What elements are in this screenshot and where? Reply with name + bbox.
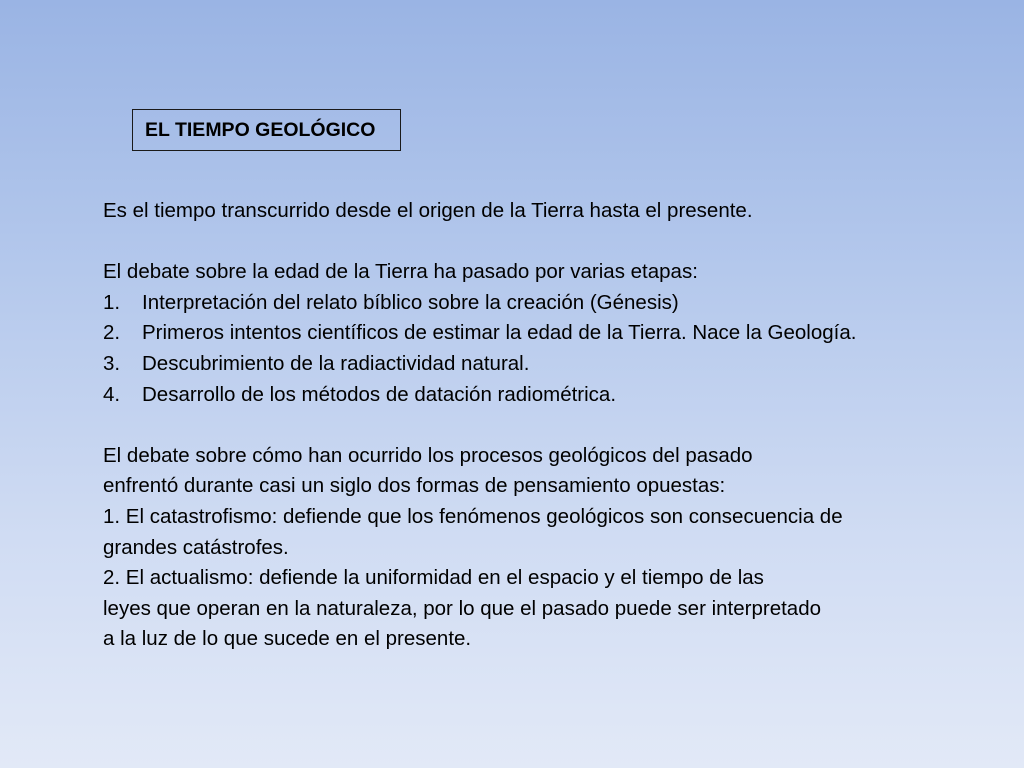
list-item: [103, 288, 983, 319]
list-item-text: Desarrollo de los métodos de datación radiométrica.: [142, 382, 617, 406]
list-item: [103, 380, 983, 411]
list-item-number: 2.: [103, 321, 121, 345]
list-item-number: 4.: [103, 382, 121, 406]
stages-intro: El debate sobre la edad de la Tierra ha pasado por varias etapas:: [103, 260, 698, 284]
slide-body: [103, 196, 983, 655]
slide-title-text: EL TIEMPO GEOLÓGICO: [145, 118, 376, 141]
processes-paragraph: [103, 441, 983, 655]
paragraph-line: leyes que operan en la naturaleza, por lo que el pasado puede ser interpretado: [103, 596, 822, 620]
list-item-number: 3.: [103, 351, 121, 375]
list-item-text: Primeros intentos científicos de estimar la edad de la Tierra. Nace la Geología.: [142, 321, 857, 345]
paragraph-line: El debate sobre cómo han ocurrido los procesos geológicos del pasado: [103, 443, 753, 467]
list-item-text: Interpretación del relato bíblico sobre la creación (Génesis): [142, 290, 679, 314]
paragraph-line: a la luz de lo que sucede en el presente.: [103, 627, 472, 651]
list-item: [103, 349, 983, 380]
list-item-text: Descubrimiento de la radiactividad natural.: [142, 351, 530, 375]
paragraph-line: grandes catástrofes.: [103, 535, 289, 559]
paragraph-line: enfrentó durante casi un siglo dos formas de pensamiento opuestas:: [103, 474, 726, 498]
slide-title: [132, 109, 401, 151]
paragraph-line: 1. El catastrofismo: defiende que los fenómenos geológicos son consecuencia de: [103, 504, 843, 528]
stages-list: [103, 288, 983, 410]
list-item: [103, 318, 983, 349]
spacer: [103, 410, 983, 441]
spacer: [103, 227, 983, 258]
list-item-number: 1.: [103, 290, 121, 314]
paragraph-line: 2. El actualismo: defiende la uniformidad en el espacio y el tiempo de las: [103, 566, 764, 590]
definition-text: Es el tiempo transcurrido desde el origen de la Tierra hasta el presente.: [103, 199, 753, 222]
